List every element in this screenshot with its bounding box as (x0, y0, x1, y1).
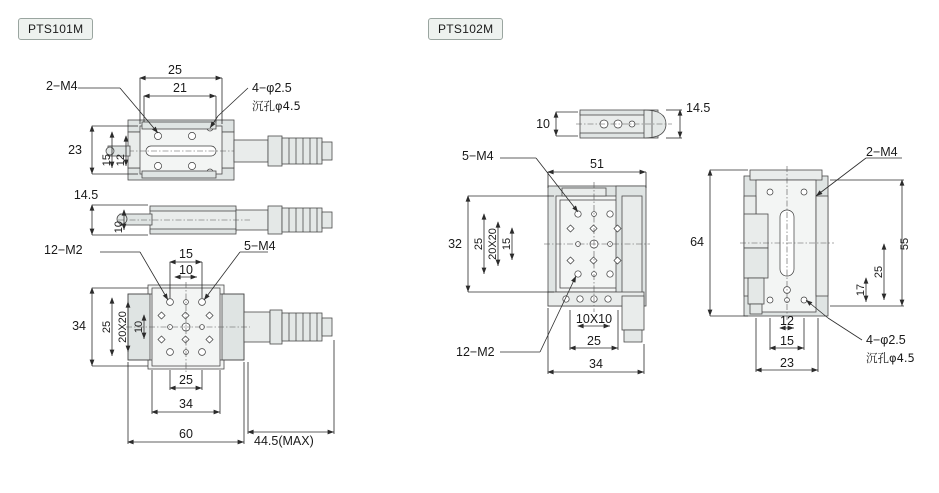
dim-10-side: 10 (113, 221, 125, 234)
dim-34-left: 34 (72, 319, 86, 333)
dim-23: 23 (68, 143, 82, 157)
view-label-pts101m: PTS101M (18, 18, 93, 40)
dim-r-25-v: 25 (473, 237, 485, 251)
dim-15: 15 (101, 154, 113, 167)
view-label-pts102m: PTS102M (428, 18, 503, 40)
dim-25-top: 25 (168, 63, 182, 77)
dim-r-51: 51 (590, 157, 604, 171)
dim-r-64: 64 (690, 235, 704, 249)
dim-20x20-left: 20X20 (117, 311, 129, 343)
dim-10-plan: 10 (179, 263, 193, 277)
label-r-12-m2: 12−M2 (456, 345, 495, 359)
dim-r-14-5: 14.5 (686, 101, 711, 115)
label-r-counterbore-phi4-5: 沉孔φ4.5 (866, 351, 915, 365)
label-2-m4: 2−M4 (46, 79, 78, 93)
dim-r-10: 10 (536, 117, 550, 131)
dim-r-12: 12 (780, 314, 794, 328)
dim-21: 21 (173, 81, 187, 95)
dim-r-20x20: 20X20 (487, 228, 499, 260)
label-4-phi-2-5: 4−φ2.5 (252, 81, 292, 95)
label-r-5-m4: 5−M4 (462, 149, 494, 163)
dim-r-10x10: 10X10 (575, 312, 613, 326)
left-top-view (106, 120, 332, 180)
dim-14-5: 14.5 (73, 188, 99, 202)
dim-44-5-max: 44.5(MAX) (254, 434, 314, 448)
label-12-m2: 12−M2 (44, 243, 83, 257)
left-side-dims (74, 188, 148, 235)
dim-15-plan: 15 (179, 247, 193, 261)
dim-25-bottom: 25 (179, 373, 193, 387)
dim-r-55: 55 (899, 237, 911, 251)
dim-r-25-b: 25 (587, 334, 601, 348)
left-side-view (117, 206, 332, 234)
dim-34-bottom: 34 (179, 397, 193, 411)
label-r-4-phi-2-5: 4−φ2.5 (866, 333, 906, 347)
dim-r-32: 32 (448, 237, 462, 251)
right-side-view (740, 166, 834, 320)
dim-r-34: 34 (589, 357, 603, 371)
dim-25-left: 25 (101, 320, 113, 334)
label-5-m4: 5−M4 (244, 239, 276, 253)
dim-r-23: 23 (780, 356, 794, 370)
label-counterbore-phi4-5: 沉孔φ4.5 (252, 99, 301, 113)
dim-12: 12 (115, 154, 127, 167)
dim-r-15-v: 15 (501, 237, 513, 251)
dim-r-17: 17 (855, 283, 867, 297)
left-plan-view (126, 282, 332, 372)
dim-r-15-b: 15 (780, 334, 794, 348)
dim-r-25-r: 25 (873, 265, 885, 279)
label-r-2-m4: 2−M4 (866, 145, 898, 159)
right-top-elevation (536, 101, 710, 138)
dim-10-left: 10 (133, 320, 145, 334)
dim-60: 60 (179, 427, 193, 441)
